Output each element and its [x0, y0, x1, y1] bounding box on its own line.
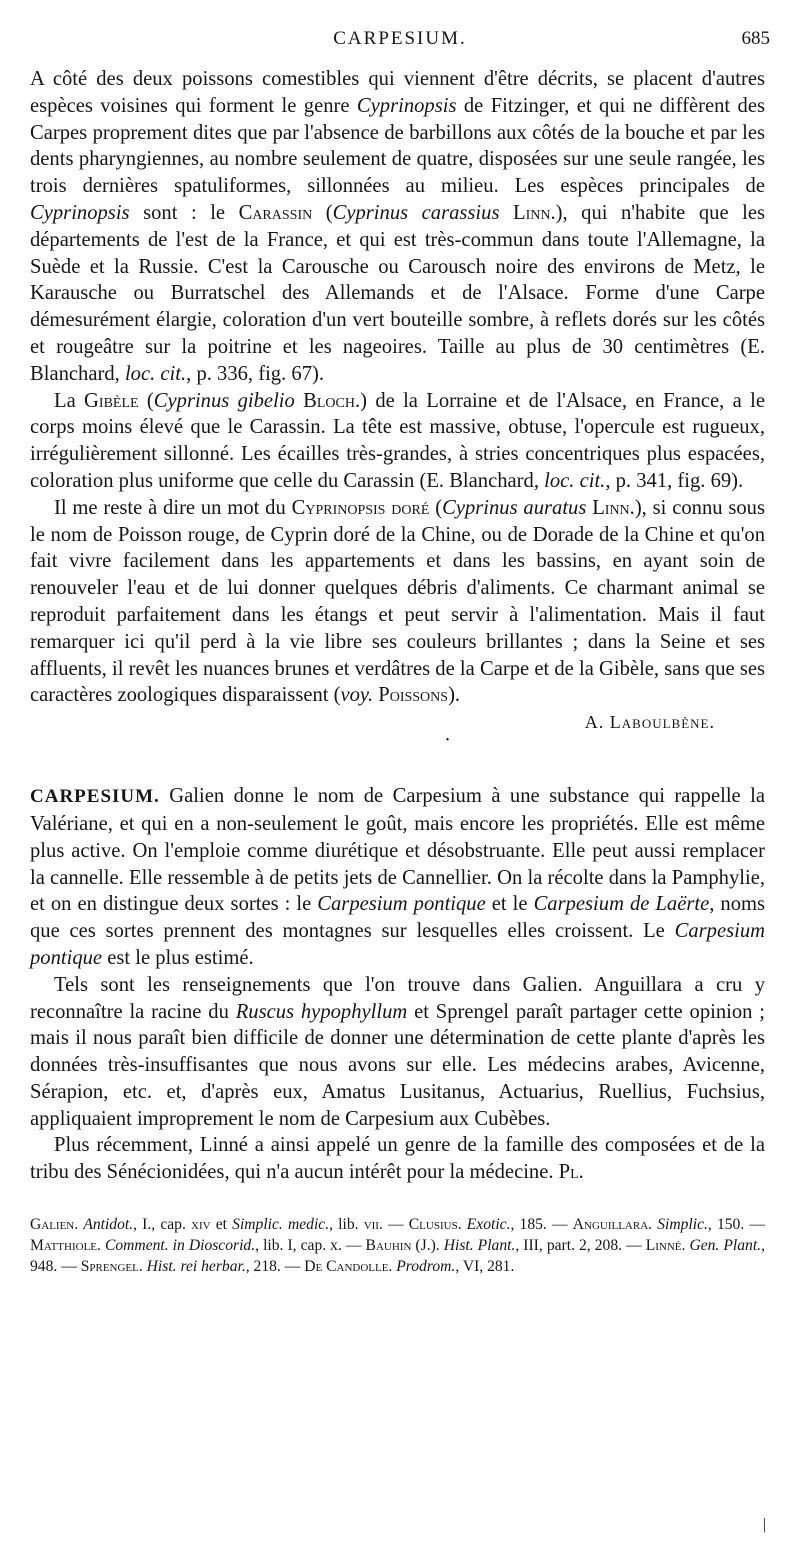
smallcaps-run: Bauhin [365, 1237, 412, 1255]
paragraph-cyprinopsis [30, 66, 765, 388]
page-body [30, 66, 765, 1277]
italic-run: Simplic. medic. [232, 1216, 330, 1234]
italic-run: Hist. rei herbar. [146, 1258, 246, 1276]
separator-dot: • [445, 735, 450, 747]
text-run: , lib. [329, 1216, 364, 1234]
smallcaps-run: Carassin [238, 201, 313, 224]
text-run: sont : le [129, 201, 239, 224]
smallcaps-run: Anguillara. [572, 1216, 653, 1234]
smallcaps-run: Gibèle [84, 389, 139, 412]
running-header [30, 28, 770, 58]
text-run: , 185. — [510, 1216, 573, 1234]
text-run: , VI, 281. [455, 1258, 515, 1276]
running-title: CARPESIUM. [333, 28, 467, 49]
italic-run: Exotic. [466, 1216, 511, 1234]
margin-mark: | [762, 1516, 766, 1533]
italic-run: Gen. Plant. [689, 1237, 762, 1255]
smallcaps-run: Linné. [645, 1237, 686, 1255]
italic-run: loc. cit. [544, 469, 606, 492]
italic-run: Simplic. [657, 1216, 708, 1234]
smallcaps-run: De Candolle. [304, 1258, 393, 1276]
text-run: de Fitzinger, et qui ne diffèrent des Carpes proprement dites que par l'absence de barbillons aux côtés de la bouche et par les dents pharyngiennes, au nombre seulement de quatre, disposées sur une seule rangée, les trois dernières spatuliformes, sillonnées au milieu. Les espèces principales de [30, 94, 765, 198]
italic-run: Comment. in Dioscorid. [104, 1237, 256, 1255]
italic-run: Cyprinopsis [30, 201, 130, 224]
text-run: Il me reste à dire un mot du [54, 496, 292, 519]
italic-run: Carpesium pontique [317, 893, 486, 916]
text-run: , p. 336, fig. 67). [186, 362, 324, 385]
text-run: , 948. — [30, 1237, 765, 1276]
paragraph-galien [30, 972, 765, 1133]
smallcaps-run: Linn. [592, 496, 635, 519]
text-run: , 150. — [707, 1216, 765, 1234]
smallcaps-run: Linn. [513, 201, 556, 224]
text-run: Plus récemment, Linné a ainsi appelé un genre de la famille des composées et de la tribu des Sénécionidées, qui n'a aucun intérêt pour la médecine. [30, 1134, 765, 1184]
smallcaps-run: Sprengel. [80, 1258, 143, 1276]
text-run: , noms que ces sortes prennent des montagnes sur lesquelles elles croissent. Le [30, 893, 766, 943]
smallcaps-run: Pl. [558, 1161, 584, 1184]
text-run [295, 390, 303, 412]
text-run: (J.). [411, 1237, 444, 1255]
italic-run: Cyprinopsis [356, 94, 457, 117]
italic-run: Hist. Plant. [443, 1237, 516, 1255]
text-run: Tels sont les renseignements que l'on trouve dans Galien. Anguillara a cru y reconnaître la racine du [30, 973, 765, 1023]
text-run: , I., cap. [133, 1216, 192, 1234]
italic-run: Carpesium pontique [30, 920, 765, 969]
italic-run: voy. [340, 684, 374, 707]
italic-run: Ruscus hypophyllum [235, 1000, 408, 1023]
italic-run: Cyprinus gibelio [153, 389, 295, 412]
text-run: ( [429, 496, 443, 519]
text-run: ( [312, 201, 333, 224]
smallcaps-run: Galien. [30, 1216, 79, 1234]
smallcaps-run: Clusius. [408, 1216, 462, 1234]
text-run: A côté des deux poissons comestibles qui viennent d'être décrits, se placent d'autres espèces voisines qui forment le genre [30, 68, 765, 117]
italic-run: loc. cit. [124, 362, 187, 385]
text-run: Galien donne le nom de Carpesium à une substance qui rappelle la Valériane, et qui en a non-seulement le goût, mais encore les propriétés. Elle est même plus active. On l'emploie comme diurétique et désobstruante. Elle peut aussi remplacer la cannelle. Elle ressemble à de petits jets de Cannellier. On la récolte dans la Pamphylie, et on en distingue deux sortes : le [30, 785, 765, 916]
text-run: et Sprengel paraît partager cette opinion ; mais il nous paraît bien difficile de donner une détermination de cette plante d'après les données très-insuffisantes que nous avons sur elle. Les médecins arabes, Avicenne, Sérapion, etc. et, d'après eux, Amatus Lusitanus, Actuarius, Ruellius, Fuchsius, appliquaient improprement le nom de Carpesium aux Cubèbes. [30, 1000, 766, 1130]
smallcaps-run: xiv [191, 1216, 211, 1234]
smallcaps-run: Bloch. [303, 389, 361, 412]
smallcaps-run: Poissons [378, 684, 449, 707]
italic-run: Prodrom. [396, 1258, 456, 1276]
text-run: ), qui n'habite que les départements de l'est de la France, et qui est très-commun dans toute l'Allemagne, la Suède et la Russie. C'est la Carousche ou Carousch noire des environs de Metz, le Karausche ou Burratschel des Allemands et de l'Alsace. Forme d'une Carpe démesurément élargie, coloration d'un vert bouteille sombre, à reflets dorés sur les côtés et rougeâtre sur la poitrine et les nageoires. Taille au plus de 30 centimètres (E. Blanchard, [30, 201, 765, 385]
text-run: et le [485, 893, 534, 916]
italic-run: Cyprinus carassius [332, 201, 500, 224]
text-run: . — [378, 1216, 409, 1234]
paragraph-gibele [30, 388, 765, 495]
italic-run: Antidot. [83, 1216, 134, 1234]
article-carpesium [30, 783, 765, 972]
text-run: ). [448, 684, 461, 707]
text-run: ) de la Lorraine et de l'Alsace, en France, a le corps moins élevé que le Carassin. La tête est massive, obtuse, l'opercule est rugueux, irrégulièrement sillonné. Les écailles très-grandes, à stries concentriques plus espacées, coloration plus uniforme que celle du Carassin (E. Blanchard, [30, 389, 765, 492]
smallcaps-run: vii [363, 1216, 379, 1234]
text-run [499, 202, 513, 224]
text-run: , p. 341, fig. 69). [605, 469, 744, 492]
page-number: 685 [741, 28, 770, 49]
italic-run: Carpesium de Laërte [533, 893, 710, 916]
article-headword: CARPESIUM. [30, 786, 160, 808]
text-run: et [210, 1216, 233, 1234]
text-run: La [54, 389, 85, 412]
smallcaps-run: Matthiole. [30, 1237, 101, 1255]
text-run: ), si connu sous le nom de Poisson rouge, de Cyprin doré de la Chine, ou de Dorade de la Chine et qu'on fait vivre facilement dans les appartements et dans les bassins, en ayant soin de renouveler l'eau et de lui donner quelques débris d'aliments. Ce charmant animal se reproduit parfaitement dans les étangs et peut servir à l'alimentation. Mais il faut remarquer ici qu'il perd à la vie libre ses couleurs brillantes ; dans la Seine et ses affluents, il revêt les nuances brunes et verdâtres de la Carpe et de la Gibèle, sans que ses caractères zoologiques disparaissent ( [30, 496, 765, 707]
text-run: , lib. I, cap. x. — [255, 1237, 366, 1255]
text-run: est le plus estimé. [102, 946, 254, 969]
smallcaps-run: Cyprinopsis doré [291, 496, 430, 519]
paragraph-cyprinopsis-dore [30, 495, 765, 709]
text-run: ( [138, 389, 154, 412]
text-run: , III, part. 2, 208. — [515, 1237, 646, 1255]
bibliography [30, 1214, 765, 1277]
author-signature: A. Laboulbène. [584, 712, 715, 733]
paragraph-linne [30, 1132, 765, 1186]
text-run: , 218. — [245, 1258, 305, 1276]
italic-run: Cyprinus auratus [442, 496, 587, 519]
